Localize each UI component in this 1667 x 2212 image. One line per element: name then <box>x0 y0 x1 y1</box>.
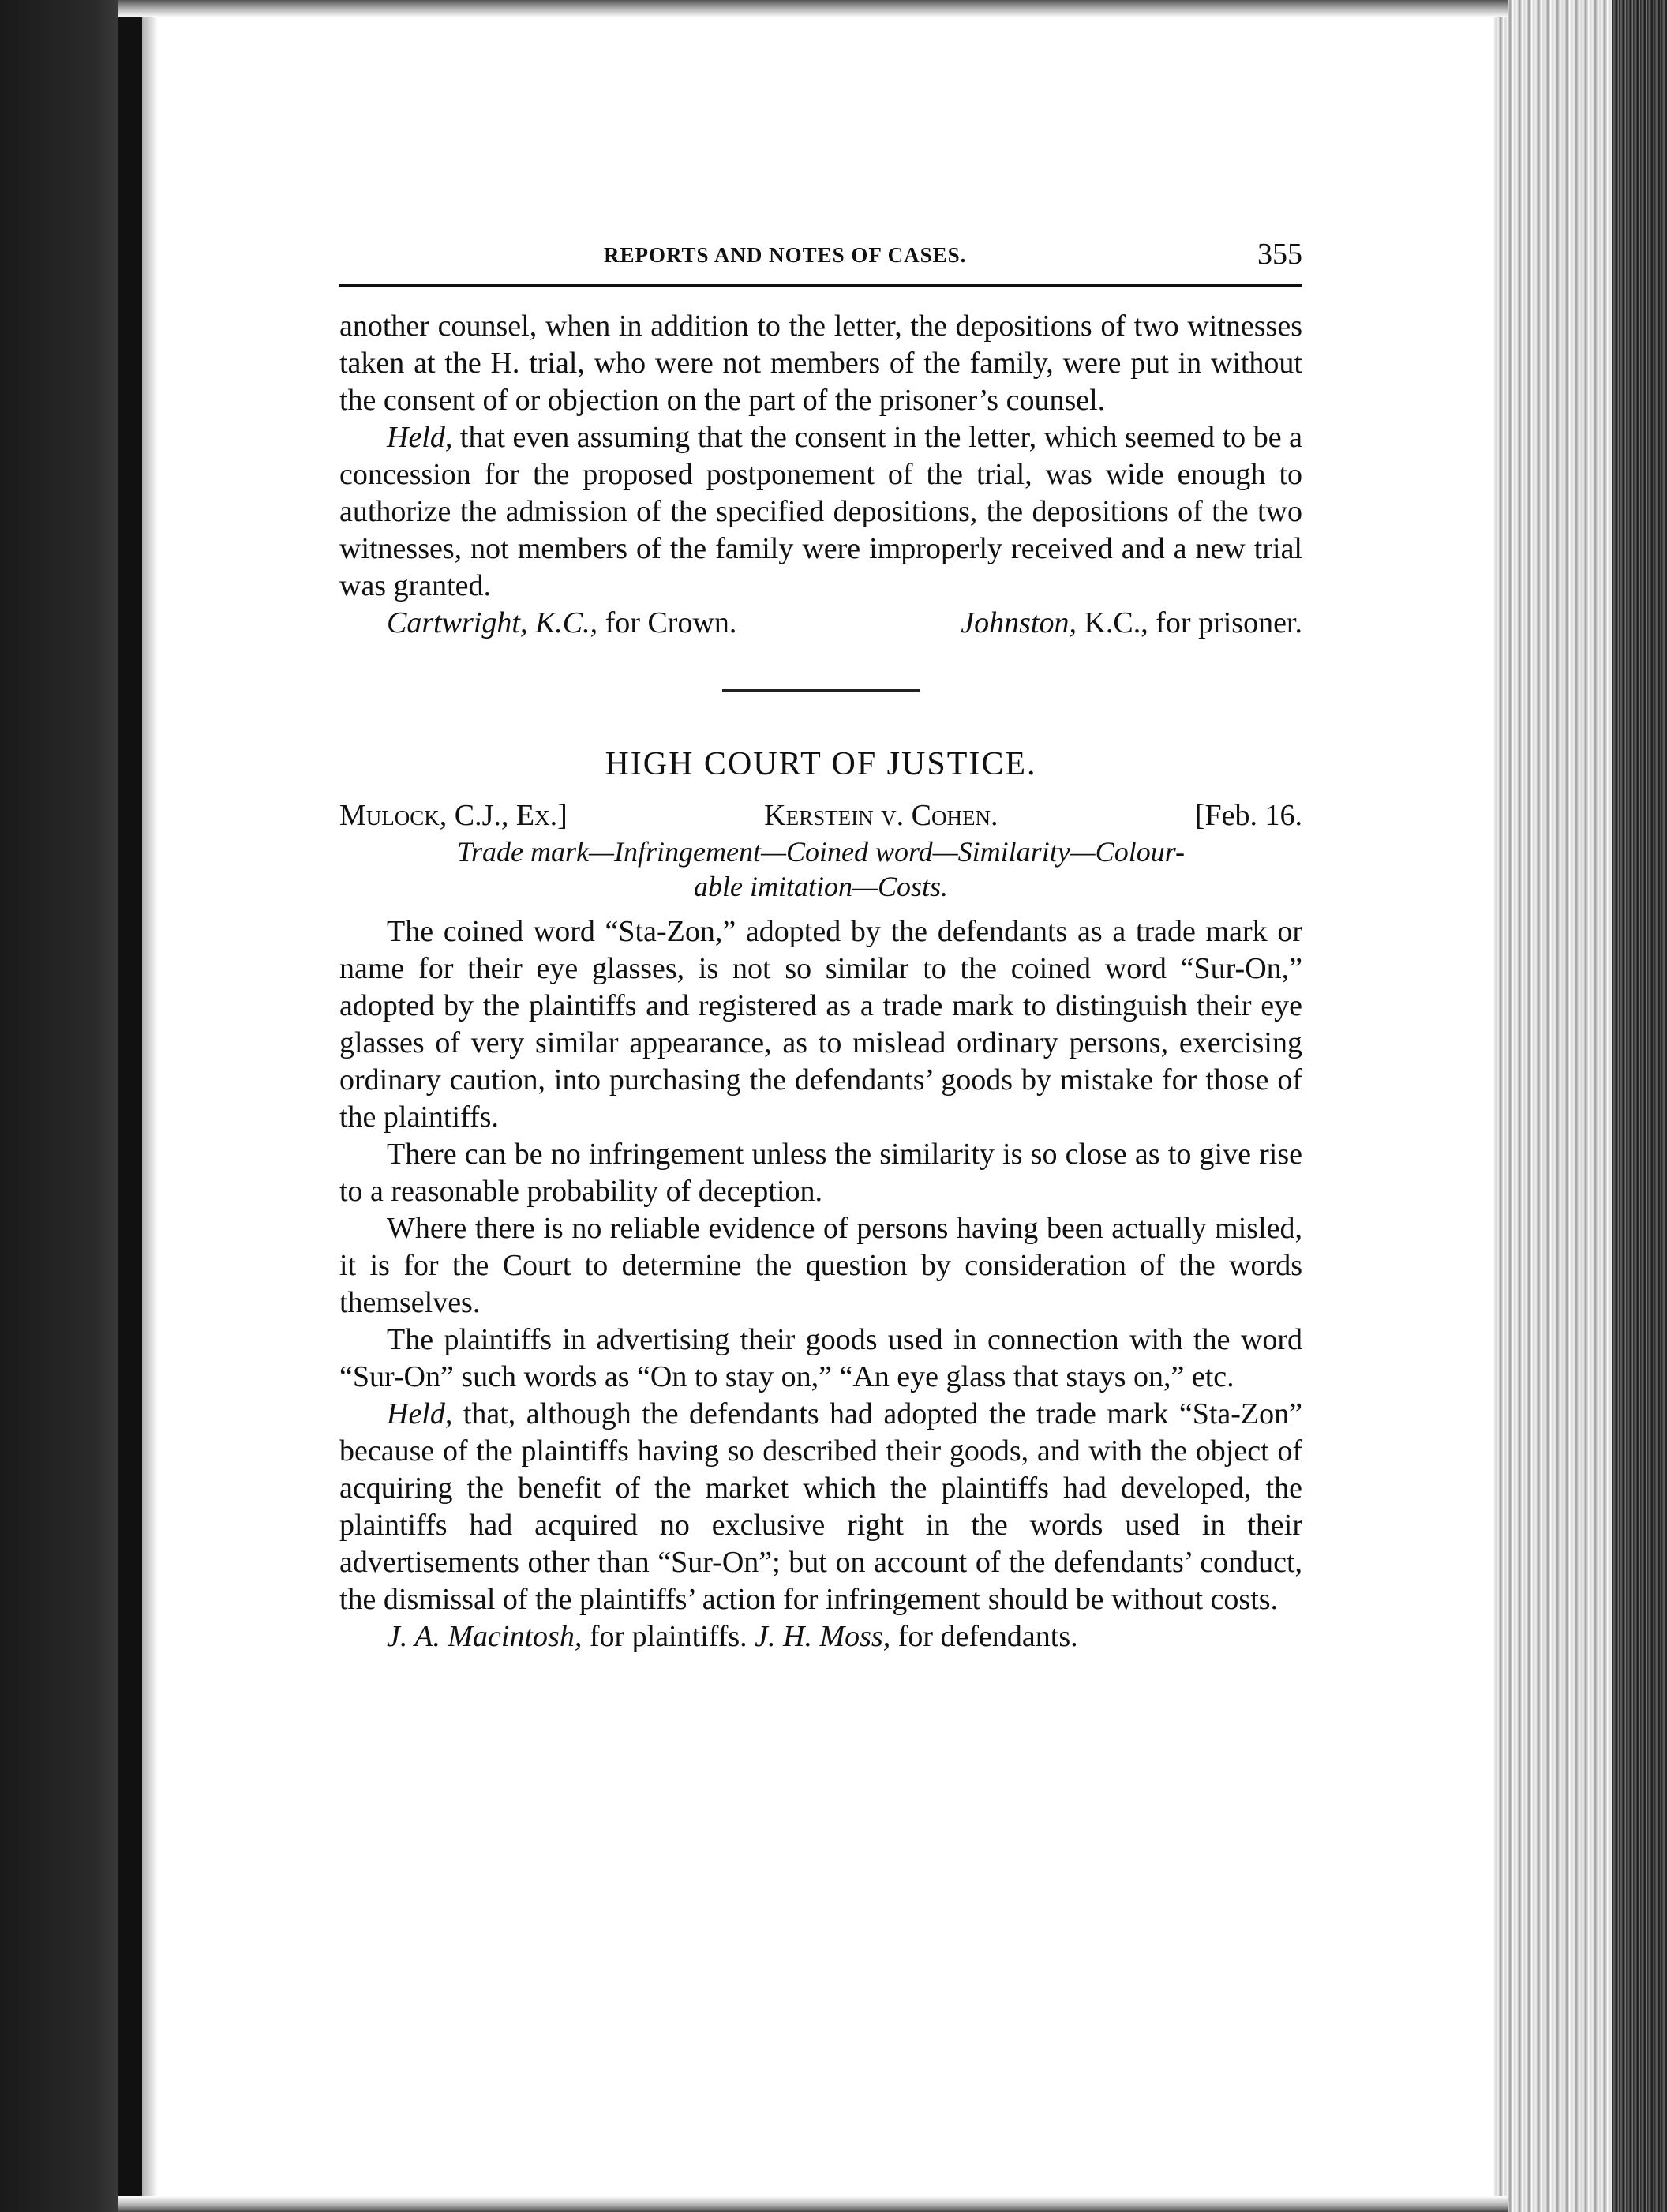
counsel-defendants-name: J. H. Moss, <box>755 1620 891 1653</box>
catchwords-line: able imitation—Costs. <box>693 871 949 902</box>
page-number: 355 <box>1257 238 1302 271</box>
catchwords <box>339 834 1302 904</box>
case-one-text <box>339 308 1302 642</box>
running-title: REPORTS AND NOTES OF CASES. <box>604 243 967 267</box>
court-heading: HIGH COURT OF JUSTICE. <box>605 746 1037 782</box>
held-text: that even assuming that the consent in the letter, which seemed to be a concession for the proposed postponement of the trial, was wide enough to authorize the admission of the specified depositions, the depositions of the two witnesses, not members of the family were improperly received and a new trial was granted. <box>339 421 1302 602</box>
counsel-crown-role: for Crown. <box>597 606 737 639</box>
counsel-crown <box>387 605 736 642</box>
case-style: Kerstein v. Cohen. <box>764 799 998 832</box>
case-two-counsel <box>339 1618 1302 1655</box>
held-text: that, although the defendants had adopted the trade mark “Sta-Zon” because of the plaintiffs having so described their goods, and with the object of acquiring the benefit of the market which the plaintiffs had developed, the plaintiffs had acquired no exclusive right in the words used in their advertisements other than “Sur-On”; but on account of the defendants’ conduct, the dismissal of the plaintiffs’ action for infringement should be without costs. <box>339 1397 1302 1616</box>
held-label: Held, <box>387 421 453 454</box>
case-two-held <box>339 1396 1302 1618</box>
case-citation-line <box>339 797 1302 834</box>
case-two-paragraph: There can be no infringement unless the similarity is so close as to give rise to a reasonable probability of deception. <box>339 1138 1302 1208</box>
counsel-plaintiffs-name: J. A. Macintosh, <box>387 1620 583 1653</box>
case-one-held <box>339 419 1302 605</box>
scan-top-edge <box>118 0 1508 17</box>
case-date: [Feb. 16. <box>1194 799 1302 832</box>
case-two-paragraph: The coined word “Sta-Zon,” adopted by the defendants as a trade mark or name for their eye glasses, is not so similar to the coined word “Sur-On,” adopted by the plaintiffs and registered as a trade mark to distinguish their eye glasses of very similar appearance, as to mislead ordinary persons, exercising ordinary caution, into purchasing the defendants’ goods by mistake for those of the plaintiffs. <box>339 915 1302 1134</box>
held-label: Held, <box>387 1397 453 1430</box>
judge-name: Mulock, C.J., Ex.] <box>339 799 568 832</box>
counsel-crown-name: Cartwright, K.C., <box>387 606 598 639</box>
page-edge-dark <box>1612 0 1667 2212</box>
section-divider <box>722 689 920 692</box>
book-gutter <box>118 0 142 2212</box>
counsel-prisoner <box>961 605 1302 642</box>
case-two-paragraph: Where there is no reliable evidence of persons having been actually misled, it is for the Court to determine the question by consideration of the words themselves. <box>339 1212 1302 1319</box>
counsel-plaintiffs-role: for plaintiffs. <box>582 1620 747 1653</box>
book-page <box>339 237 1302 1655</box>
case-one-paragraph: another counsel, when in addition to the letter, the depositions of two witnesses taken at the H. trial, who were not members of the family, were put in without the consent of or objection on the part of the prisoner’s counsel. <box>339 309 1302 417</box>
counsel-prisoner-name: Johnston, <box>961 606 1077 639</box>
scan-bottom-edge <box>118 2196 1508 2212</box>
catchwords-line: Trade mark—Infringement—Coined word—Similarity—Colour- <box>457 836 1185 868</box>
counsel-prisoner-role: K.C., for prisoner. <box>1076 606 1302 639</box>
case-two-text <box>339 913 1302 1655</box>
case-one-counsel <box>339 605 1302 642</box>
running-head <box>339 237 1302 287</box>
case-two-paragraph: The plaintiffs in advertising their goods used in connection with the word “Sur-On” such words as “On to stay on,” “An eye glass that stays on,” etc. <box>339 1323 1302 1393</box>
counsel-defendants-role: for defendants. <box>890 1620 1078 1653</box>
